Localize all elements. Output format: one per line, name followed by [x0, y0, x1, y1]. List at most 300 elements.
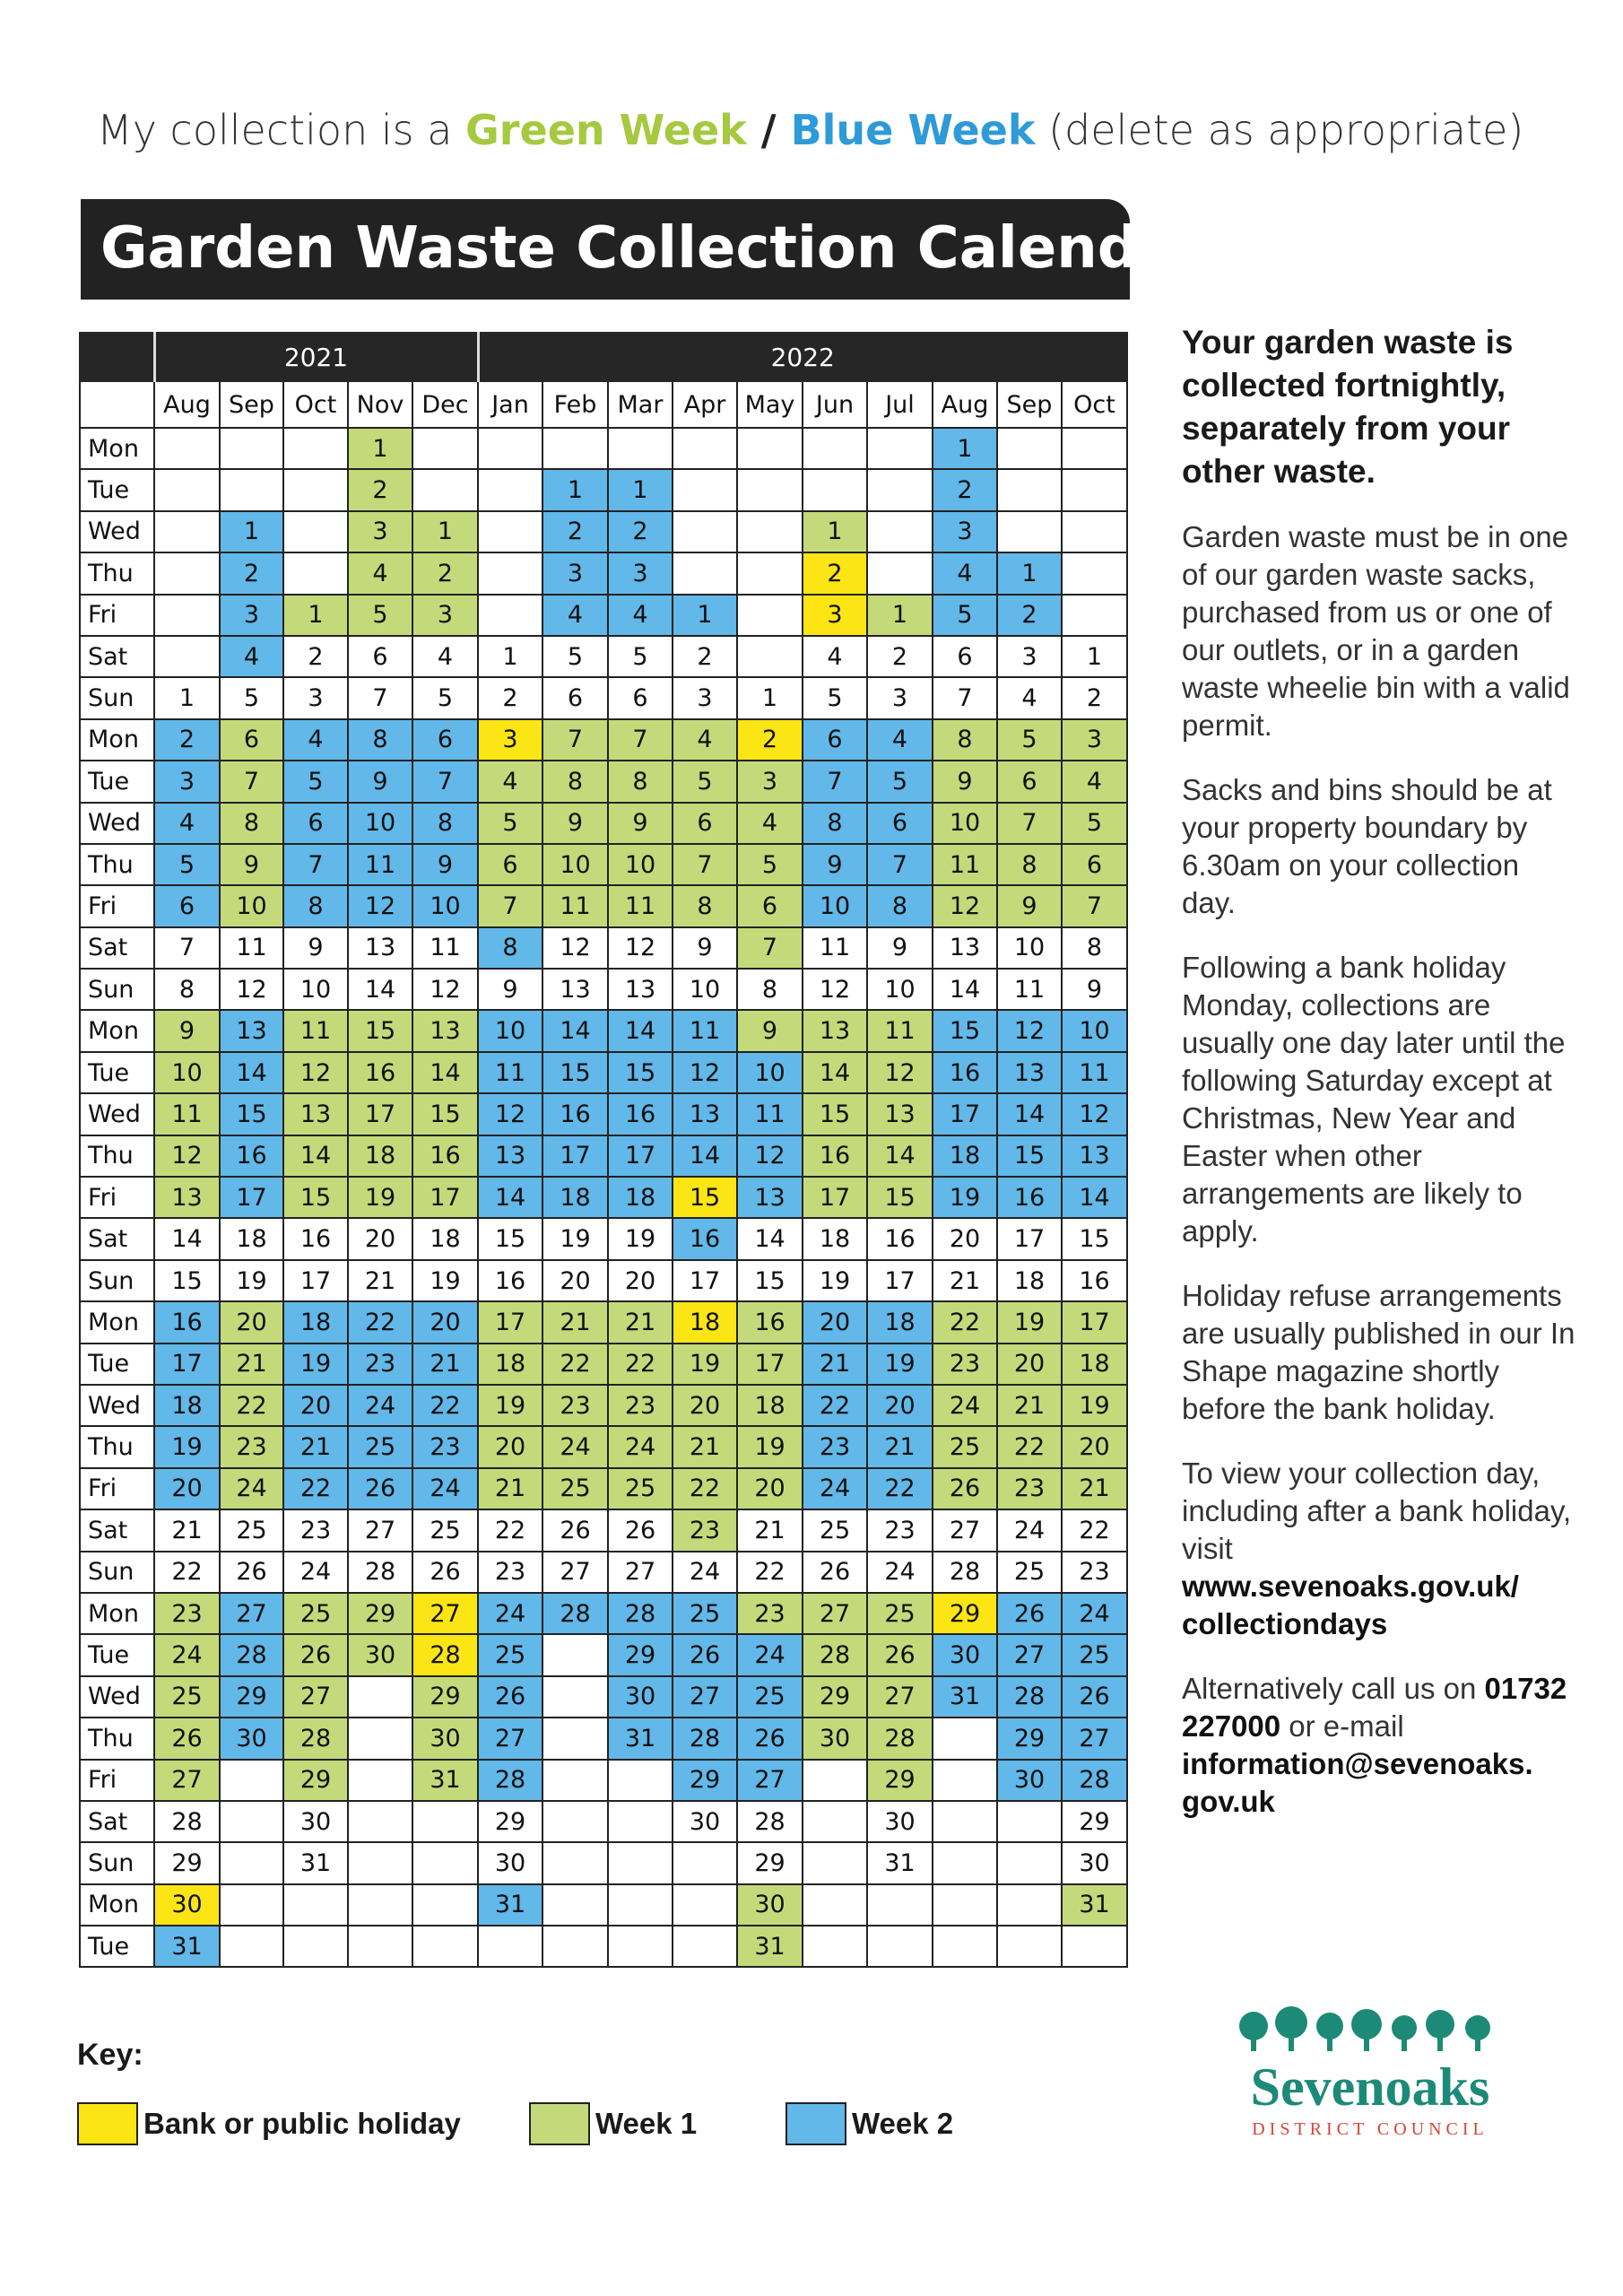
date-cell: 24 [737, 1634, 803, 1675]
date-cell: 16 [542, 1093, 608, 1135]
date-cell: 13 [673, 1093, 737, 1135]
date-cell: 25 [737, 1676, 803, 1718]
calendar-row [80, 1884, 1127, 1926]
date-cell: 2 [608, 511, 673, 552]
empty-cell [220, 1926, 283, 1967]
calendar-row [80, 1385, 1127, 1426]
empty-cell [933, 1884, 997, 1926]
date-cell: 13 [412, 1010, 478, 1051]
date-cell: 21 [220, 1344, 283, 1385]
date-cell: 15 [997, 1135, 1062, 1177]
date-cell: 26 [478, 1676, 542, 1718]
date-cell: 5 [867, 761, 933, 802]
date-cell: 29 [737, 1842, 803, 1883]
date-cell: 19 [608, 1218, 673, 1259]
empty-cell [803, 1926, 867, 1967]
empty-cell [867, 469, 933, 510]
date-cell: 20 [1062, 1426, 1127, 1467]
date-cell: 5 [220, 677, 283, 718]
date-cell: 16 [220, 1135, 283, 1177]
date-cell: 15 [478, 1218, 542, 1259]
date-cell: 23 [803, 1426, 867, 1467]
date-cell: 27 [1062, 1718, 1127, 1759]
date-cell: 2 [1062, 677, 1127, 718]
empty-cell [608, 1760, 673, 1801]
date-cell: 12 [412, 969, 478, 1010]
website-link[interactable]: www.sevenoaks.gov.uk/ collectiondays [1182, 1570, 1519, 1640]
date-cell: 7 [283, 844, 348, 885]
month-header: Sep [997, 381, 1062, 428]
empty-cell [542, 1801, 608, 1842]
calendar-row [80, 1052, 1127, 1093]
legend-title: Key: [77, 2038, 143, 2072]
date-cell: 10 [673, 969, 737, 1010]
date-cell: 30 [283, 1801, 348, 1842]
date-cell: 20 [737, 1468, 803, 1509]
date-cell: 10 [867, 969, 933, 1010]
weekday-label: Mon [80, 719, 154, 761]
website-info [1182, 1455, 1576, 1643]
date-cell: 5 [283, 761, 348, 802]
date-cell: 16 [997, 1177, 1062, 1218]
date-cell: 12 [154, 1135, 220, 1177]
date-cell: 13 [478, 1135, 542, 1177]
date-cell: 29 [933, 1593, 997, 1634]
date-cell: 3 [348, 511, 412, 552]
date-cell: 2 [673, 636, 737, 677]
date-cell: 7 [737, 927, 803, 969]
date-cell: 11 [933, 844, 997, 885]
date-cell: 30 [608, 1676, 673, 1718]
weekday-label: Sun [80, 1842, 154, 1883]
date-cell: 23 [348, 1344, 412, 1385]
date-cell: 12 [737, 1135, 803, 1177]
empty-cell [542, 428, 608, 469]
calendar-row [80, 1760, 1127, 1801]
empty-cell [737, 511, 803, 552]
empty-cell [283, 469, 348, 510]
empty-cell [348, 1842, 412, 1883]
date-cell: 27 [997, 1634, 1062, 1675]
tree-icon [1200, 2005, 1541, 2058]
date-cell: 20 [478, 1426, 542, 1467]
date-cell: 11 [867, 1010, 933, 1051]
date-cell: 1 [1062, 636, 1127, 677]
calendar-row [80, 595, 1127, 636]
empty-cell [997, 1842, 1062, 1883]
date-cell: 15 [283, 1177, 348, 1218]
date-cell: 15 [154, 1260, 220, 1301]
calendar-row [80, 1552, 1127, 1593]
date-cell: 22 [412, 1385, 478, 1426]
date-cell: 16 [412, 1135, 478, 1177]
empty-cell [542, 1760, 608, 1801]
date-cell: 1 [348, 428, 412, 469]
date-cell: 10 [348, 803, 412, 844]
empty-cell [997, 469, 1062, 510]
date-cell: 26 [154, 1718, 220, 1759]
date-cell: 7 [933, 677, 997, 718]
date-cell: 2 [542, 511, 608, 552]
date-cell: 5 [412, 677, 478, 718]
date-cell: 17 [1062, 1301, 1127, 1343]
date-cell: 18 [412, 1218, 478, 1259]
date-cell: 23 [283, 1509, 348, 1551]
date-cell: 9 [867, 927, 933, 969]
date-cell: 1 [478, 636, 542, 677]
date-cell: 12 [348, 885, 412, 926]
date-cell: 9 [933, 761, 997, 802]
date-cell: 8 [867, 885, 933, 926]
date-cell: 5 [737, 844, 803, 885]
calendar-row [80, 1468, 1127, 1509]
date-cell: 25 [283, 1593, 348, 1634]
date-cell: 4 [803, 636, 867, 677]
date-cell: 21 [348, 1260, 412, 1301]
date-cell: 16 [608, 1093, 673, 1135]
empty-cell [997, 1801, 1062, 1842]
logo-subtitle: DISTRICT COUNCIL [1252, 2119, 1488, 2139]
date-cell: 26 [867, 1634, 933, 1675]
empty-cell [1062, 1926, 1127, 1967]
date-cell: 1 [737, 677, 803, 718]
weekday-label: Tue [80, 1344, 154, 1385]
date-cell: 17 [997, 1218, 1062, 1259]
date-cell: 15 [348, 1010, 412, 1051]
date-cell: 27 [412, 1593, 478, 1634]
date-cell: 14 [997, 1093, 1062, 1135]
date-cell: 11 [803, 927, 867, 969]
date-cell: 17 [867, 1260, 933, 1301]
calendar-row [80, 511, 1127, 552]
date-cell: 4 [220, 636, 283, 677]
date-cell: 6 [154, 885, 220, 926]
date-cell: 28 [803, 1634, 867, 1675]
date-cell: 5 [803, 677, 867, 718]
date-cell: 13 [608, 969, 673, 1010]
month-header: May [737, 381, 803, 428]
date-cell: 9 [997, 885, 1062, 926]
calendar-row [80, 677, 1127, 718]
date-cell: 20 [412, 1301, 478, 1343]
empty-cell [1062, 428, 1127, 469]
empty-cell [348, 1926, 412, 1967]
date-cell: 18 [478, 1344, 542, 1385]
date-cell: 26 [673, 1634, 737, 1675]
calendar-row [80, 1093, 1127, 1135]
date-cell: 28 [283, 1718, 348, 1759]
empty-cell [803, 1842, 867, 1883]
date-cell: 25 [220, 1509, 283, 1551]
date-cell: 16 [478, 1260, 542, 1301]
empty-cell [478, 1926, 542, 1967]
date-cell: 6 [997, 761, 1062, 802]
date-cell: 15 [608, 1052, 673, 1093]
weekday-label: Mon [80, 1301, 154, 1343]
date-cell: 25 [478, 1634, 542, 1675]
date-cell: 22 [608, 1344, 673, 1385]
date-cell: 2 [803, 552, 867, 594]
date-cell: 17 [283, 1260, 348, 1301]
date-cell: 28 [608, 1593, 673, 1634]
date-cell: 15 [542, 1052, 608, 1093]
date-cell: 28 [348, 1552, 412, 1593]
empty-cell [348, 1718, 412, 1759]
date-cell: 30 [412, 1718, 478, 1759]
date-cell: 29 [412, 1676, 478, 1718]
empty-cell [412, 1884, 478, 1926]
date-cell: 18 [673, 1301, 737, 1343]
date-cell: 3 [673, 677, 737, 718]
date-cell: 14 [1062, 1177, 1127, 1218]
date-cell: 5 [673, 761, 737, 802]
empty-cell [348, 1760, 412, 1801]
date-cell: 23 [542, 1385, 608, 1426]
date-cell: 8 [737, 969, 803, 1010]
date-cell: 8 [542, 761, 608, 802]
date-cell: 6 [542, 677, 608, 718]
date-cell: 1 [154, 677, 220, 718]
empty-cell [673, 552, 737, 594]
date-cell: 16 [348, 1052, 412, 1093]
date-cell: 2 [154, 719, 220, 761]
date-cell: 11 [737, 1093, 803, 1135]
date-cell: 11 [542, 885, 608, 926]
date-cell: 25 [542, 1468, 608, 1509]
date-cell: 30 [997, 1760, 1062, 1801]
date-cell: 1 [997, 552, 1062, 594]
date-cell: 18 [997, 1260, 1062, 1301]
phone-number[interactable]: 01732 227000 [1182, 1672, 1567, 1743]
date-cell: 17 [673, 1260, 737, 1301]
date-cell: 6 [283, 803, 348, 844]
date-cell: 21 [542, 1301, 608, 1343]
holiday-swatch [77, 2102, 138, 2145]
date-cell: 20 [608, 1260, 673, 1301]
date-cell: 12 [542, 927, 608, 969]
date-cell: 31 [154, 1926, 220, 1967]
date-cell: 3 [933, 511, 997, 552]
date-cell: 13 [867, 1093, 933, 1135]
date-cell: 13 [220, 1010, 283, 1051]
weekday-label: Tue [80, 1052, 154, 1093]
date-cell: 24 [1062, 1593, 1127, 1634]
date-cell: 26 [220, 1552, 283, 1593]
empty-cell [348, 1676, 412, 1718]
date-cell: 6 [412, 719, 478, 761]
weekday-label: Tue [80, 761, 154, 802]
date-cell: 28 [933, 1552, 997, 1593]
month-header: Feb [542, 381, 608, 428]
date-cell: 23 [478, 1552, 542, 1593]
empty-cell [867, 428, 933, 469]
date-cell: 16 [283, 1218, 348, 1259]
date-cell: 9 [608, 803, 673, 844]
sevenoaks-logo [1200, 2005, 1541, 2139]
date-cell: 5 [933, 595, 997, 636]
date-cell: 26 [412, 1552, 478, 1593]
date-cell: 4 [1062, 761, 1127, 802]
date-cell: 12 [220, 969, 283, 1010]
date-cell: 17 [154, 1344, 220, 1385]
date-cell: 15 [412, 1093, 478, 1135]
date-cell: 2 [867, 636, 933, 677]
month-header-blank [80, 381, 154, 428]
empty-cell [220, 1884, 283, 1926]
empty-cell [478, 595, 542, 636]
blue-week-label: Blue Week [790, 106, 1036, 154]
date-cell: 28 [867, 1718, 933, 1759]
sidebar-heading: Your garden waste is collected fortnightly, separately from your other waste. [1182, 324, 1514, 490]
date-cell: 27 [673, 1676, 737, 1718]
date-cell: 26 [933, 1468, 997, 1509]
date-cell: 25 [997, 1552, 1062, 1593]
date-cell: 31 [867, 1842, 933, 1883]
date-cell: 8 [348, 719, 412, 761]
empty-cell [933, 1718, 997, 1759]
date-cell: 18 [803, 1218, 867, 1259]
empty-cell [220, 469, 283, 510]
date-cell: 21 [867, 1426, 933, 1467]
date-cell: 25 [608, 1468, 673, 1509]
weekday-label: Sat [80, 927, 154, 969]
legend-holiday [77, 2102, 461, 2145]
calendar-row [80, 1926, 1127, 1967]
date-cell: 19 [1062, 1385, 1127, 1426]
empty-cell [220, 1842, 283, 1883]
date-cell: 28 [154, 1801, 220, 1842]
date-cell: 14 [737, 1218, 803, 1259]
month-header: Dec [412, 381, 478, 428]
date-cell: 14 [348, 969, 412, 1010]
date-cell: 26 [737, 1718, 803, 1759]
email-address[interactable]: information@sevenoaks. gov.uk [1182, 1747, 1533, 1818]
weekday-label: Sun [80, 1260, 154, 1301]
empty-cell [933, 1801, 997, 1842]
weekday-label: Thu [80, 1718, 154, 1759]
date-cell: 1 [867, 595, 933, 636]
calendar-row [80, 1718, 1127, 1759]
empty-cell [737, 428, 803, 469]
date-cell: 3 [608, 552, 673, 594]
empty-cell [1062, 511, 1127, 552]
date-cell: 11 [673, 1010, 737, 1051]
date-cell: 9 [348, 761, 412, 802]
week2-label: Week 2 [852, 2107, 954, 2140]
date-cell: 9 [283, 927, 348, 969]
week1-label: Week 1 [595, 2107, 698, 2140]
date-cell: 14 [154, 1218, 220, 1259]
empty-cell [1062, 595, 1127, 636]
date-cell: 11 [154, 1093, 220, 1135]
empty-cell [220, 1760, 283, 1801]
date-cell: 6 [673, 803, 737, 844]
date-cell: 7 [220, 761, 283, 802]
date-cell: 26 [803, 1552, 867, 1593]
empty-cell [997, 428, 1062, 469]
empty-cell [154, 469, 220, 510]
empty-cell [542, 1634, 608, 1675]
month-header: Jul [867, 381, 933, 428]
weekday-label: Mon [80, 428, 154, 469]
date-cell: 9 [1062, 969, 1127, 1010]
empty-cell [412, 1842, 478, 1883]
date-cell: 8 [673, 885, 737, 926]
contact-text: Alternatively call us on [1182, 1672, 1485, 1705]
date-cell: 12 [608, 927, 673, 969]
weekday-label: Mon [80, 1593, 154, 1634]
date-cell: 9 [478, 969, 542, 1010]
date-cell: 15 [673, 1177, 737, 1218]
date-cell: 23 [412, 1426, 478, 1467]
date-cell: 12 [997, 1010, 1062, 1051]
date-cell: 7 [412, 761, 478, 802]
date-cell: 5 [542, 636, 608, 677]
weekday-label: Wed [80, 1093, 154, 1135]
date-cell: 5 [348, 595, 412, 636]
empty-cell [673, 511, 737, 552]
date-cell: 30 [737, 1884, 803, 1926]
date-cell: 23 [608, 1385, 673, 1426]
date-cell: 24 [997, 1509, 1062, 1551]
date-cell: 4 [933, 552, 997, 594]
date-cell: 6 [608, 677, 673, 718]
date-cell: 10 [933, 803, 997, 844]
date-cell: 23 [154, 1593, 220, 1634]
date-cell: 3 [154, 761, 220, 802]
calendar-row [80, 761, 1127, 802]
date-cell: 1 [673, 595, 737, 636]
date-cell: 13 [997, 1052, 1062, 1093]
empty-cell [803, 1801, 867, 1842]
date-cell: 3 [220, 595, 283, 636]
date-cell: 3 [867, 677, 933, 718]
date-cell: 21 [1062, 1468, 1127, 1509]
date-cell: 20 [933, 1218, 997, 1259]
date-cell: 24 [220, 1468, 283, 1509]
date-cell: 4 [542, 595, 608, 636]
empty-cell [608, 1801, 673, 1842]
date-cell: 31 [412, 1760, 478, 1801]
empty-cell [412, 1801, 478, 1842]
date-cell: 14 [412, 1052, 478, 1093]
calendar-row [80, 469, 1127, 510]
empty-cell [478, 428, 542, 469]
collection-week-statement [97, 106, 1523, 154]
empty-cell [997, 1884, 1062, 1926]
date-cell: 26 [283, 1634, 348, 1675]
date-cell: 1 [803, 511, 867, 552]
calendar-row [80, 1177, 1127, 1218]
date-cell: 29 [220, 1676, 283, 1718]
empty-cell [997, 1926, 1062, 1967]
date-cell: 29 [867, 1760, 933, 1801]
weekday-label: Tue [80, 469, 154, 510]
date-cell: 31 [608, 1718, 673, 1759]
date-cell: 14 [608, 1010, 673, 1051]
date-cell: 18 [283, 1301, 348, 1343]
empty-cell [283, 1884, 348, 1926]
empty-cell [154, 636, 220, 677]
contact-info [1182, 1670, 1576, 1821]
date-cell: 20 [803, 1301, 867, 1343]
date-cell: 4 [673, 719, 737, 761]
date-cell: 8 [933, 719, 997, 761]
calendar-row [80, 1842, 1127, 1883]
date-cell: 27 [933, 1509, 997, 1551]
weekday-label: Tue [80, 1634, 154, 1675]
date-cell: 22 [542, 1344, 608, 1385]
